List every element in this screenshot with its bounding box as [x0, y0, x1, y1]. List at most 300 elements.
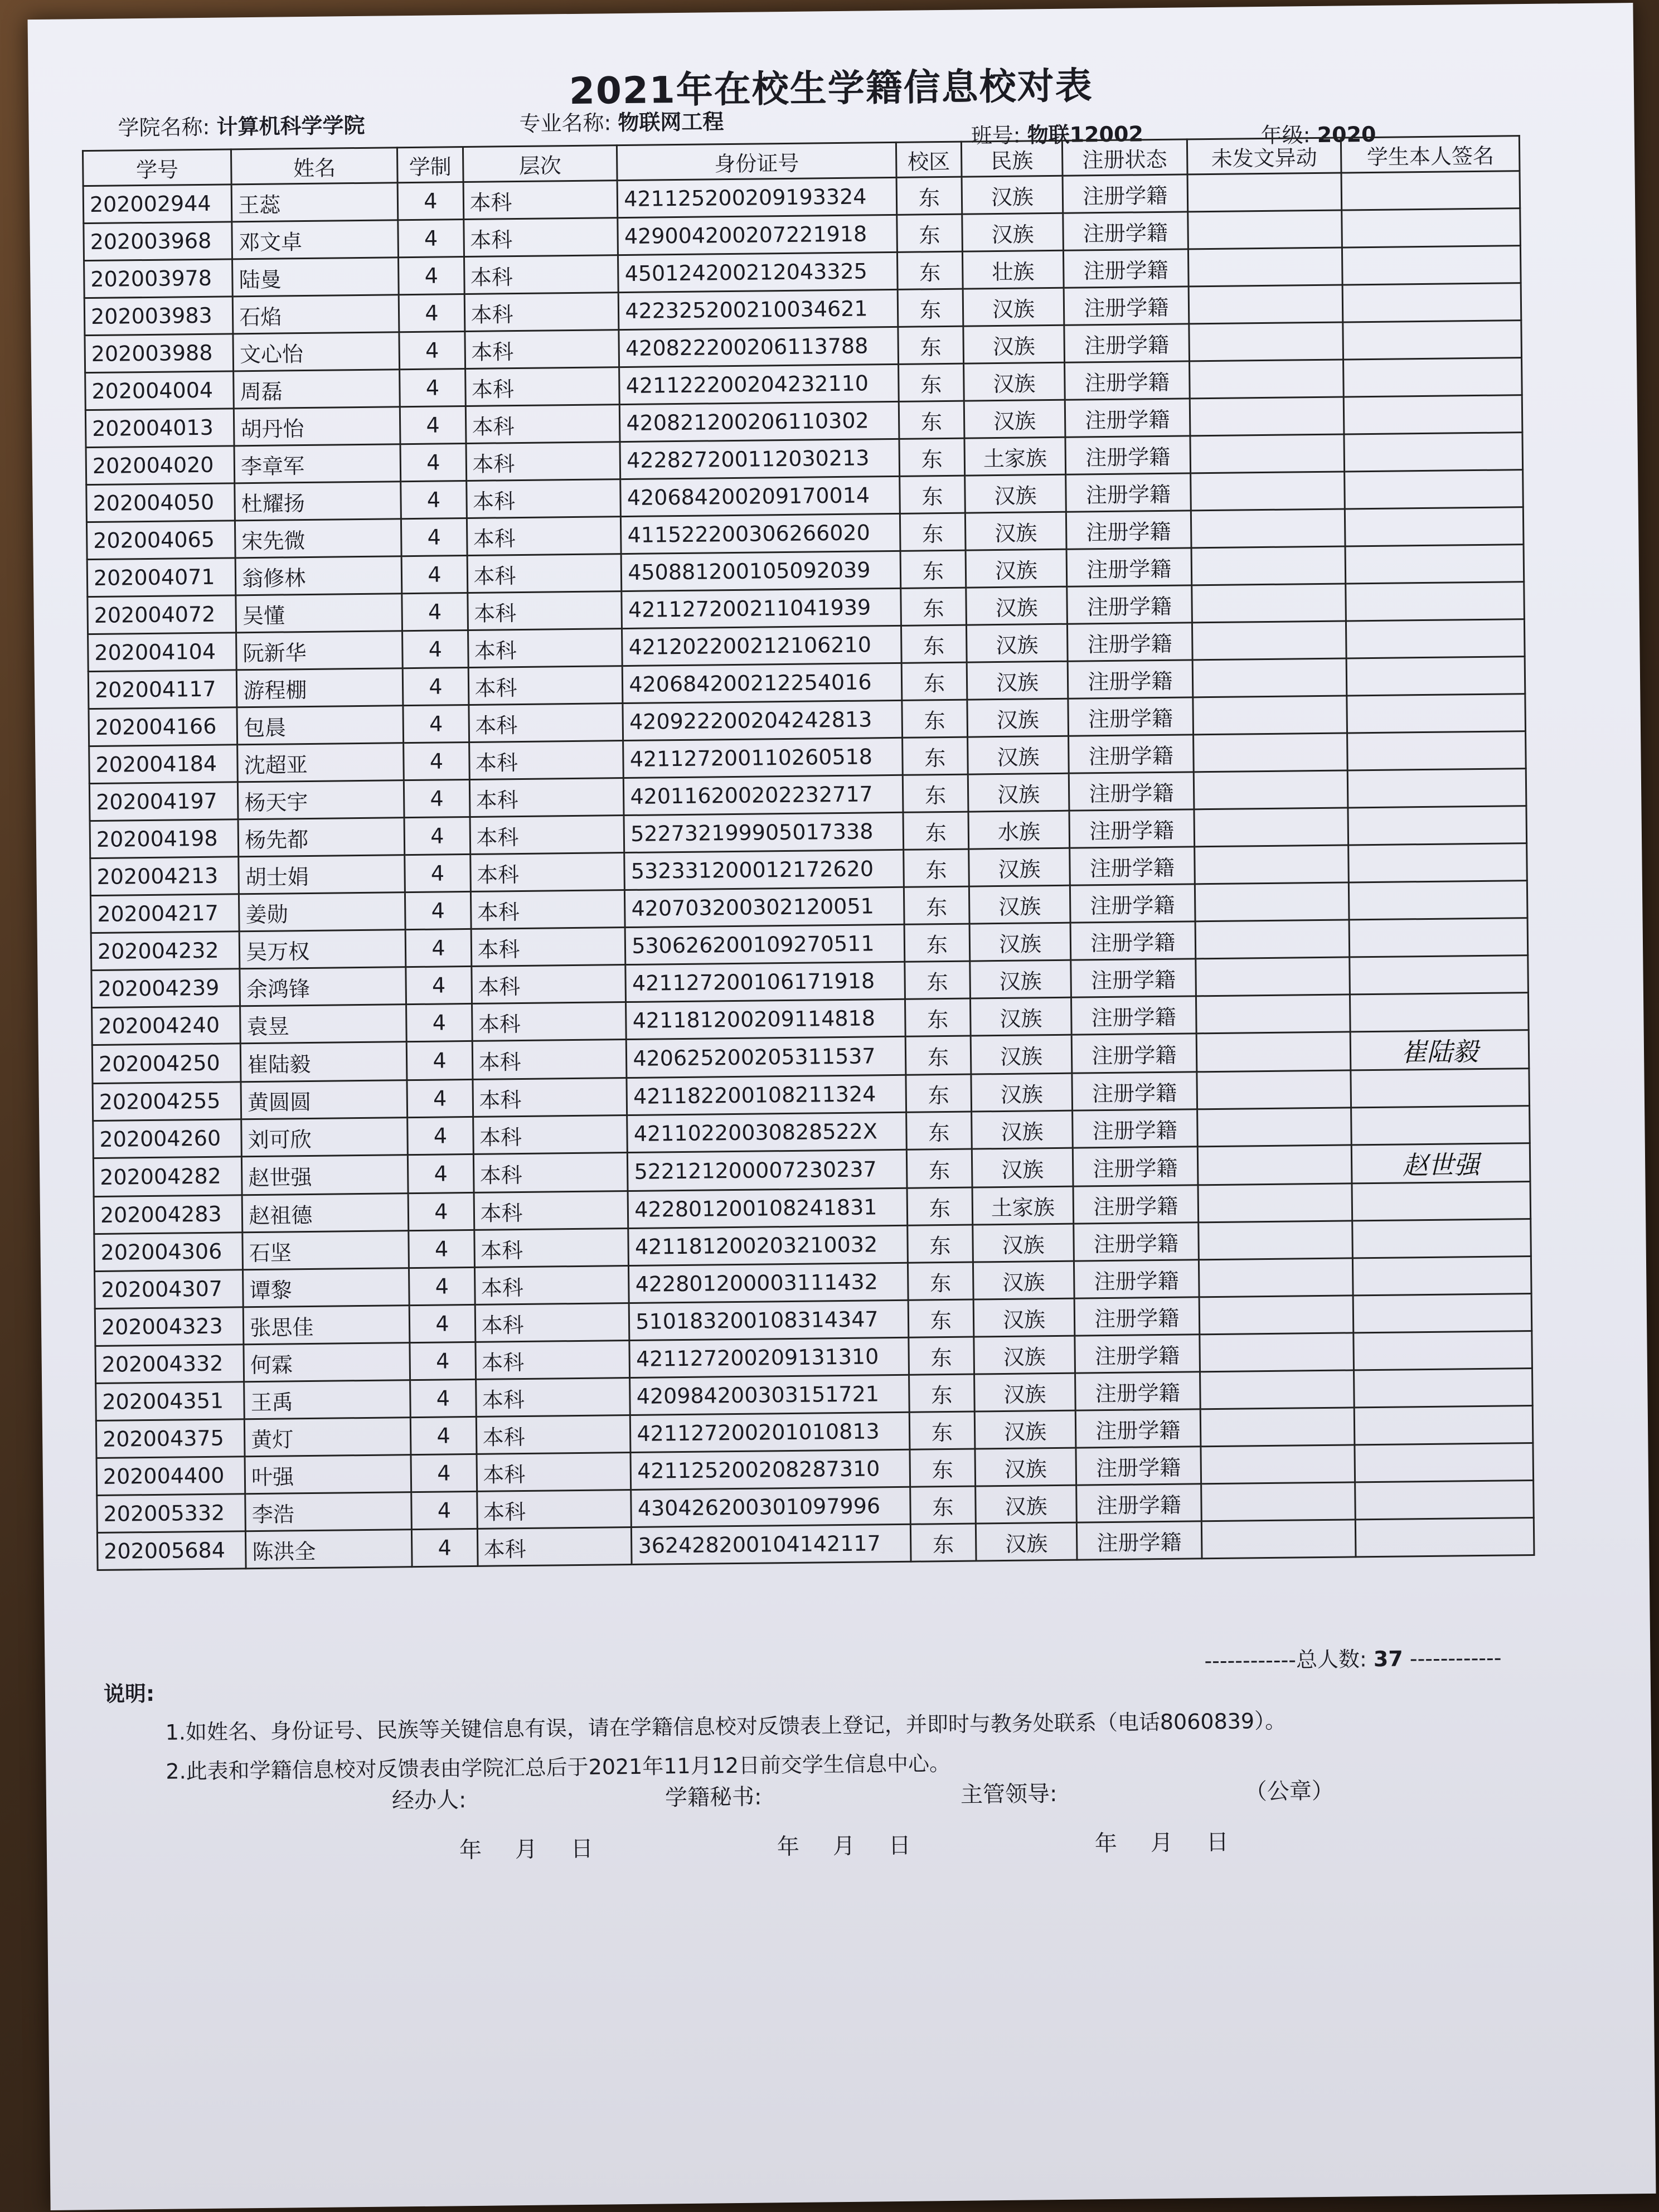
- ethnicity-cell: 汉族: [964, 400, 1065, 438]
- student-id-cell: 202004240: [92, 1006, 241, 1045]
- campus-cell: 东: [899, 438, 965, 476]
- id-number-cell: 522732199905017338: [624, 812, 903, 852]
- registration-status-cell: 注册学籍: [1074, 1297, 1199, 1336]
- ethnicity-cell: 土家族: [972, 1186, 1074, 1225]
- id-number-cell: 530626200109270511: [625, 924, 904, 964]
- pending-change-cell: [1199, 1333, 1354, 1372]
- registration-status-cell: 注册学籍: [1064, 324, 1189, 362]
- campus-cell: 东: [910, 1449, 976, 1487]
- degree-level-cell: 本科: [476, 1378, 630, 1417]
- program-length-cell: 4: [410, 1304, 476, 1342]
- degree-level-cell: 本科: [470, 853, 625, 892]
- program-length-cell: 4: [401, 481, 467, 518]
- id-number-cell: 421122200204232110: [619, 364, 899, 404]
- id-number-cell: 430426200301097996: [631, 1487, 910, 1527]
- student-name-cell: 宋先微: [235, 519, 402, 558]
- id-number-cell: 422801200108241831: [628, 1188, 907, 1228]
- student-signature-cell: [1345, 545, 1524, 584]
- program-length-cell: 4: [409, 1267, 475, 1305]
- campus-cell: 东: [901, 662, 967, 700]
- program-length-cell: 4: [403, 667, 469, 705]
- student-name-cell: 陆曼: [232, 258, 399, 297]
- program-length-cell: 4: [402, 593, 468, 630]
- campus-cell: 东: [908, 1225, 973, 1263]
- student-name-cell: 游程棚: [236, 668, 403, 707]
- program-length-cell: 4: [401, 518, 467, 556]
- pending-change-cell: [1190, 397, 1345, 436]
- pending-change-cell: [1195, 920, 1350, 959]
- program-length-cell: 4: [411, 1454, 477, 1492]
- handler-date: 年 月 日: [459, 1836, 599, 1864]
- id-number-cell: 420625200205311537: [627, 1036, 906, 1078]
- class-label: 班号:: [971, 123, 1021, 148]
- program-length-cell: 4: [397, 182, 463, 220]
- id-number-cell: 362428200104142117: [632, 1524, 911, 1564]
- student-id-cell: 202004166: [89, 707, 237, 746]
- major-value: 物联网工程: [618, 109, 724, 135]
- registration-status-cell: 注册学籍: [1076, 1484, 1201, 1522]
- degree-level-cell: 本科: [464, 293, 619, 332]
- student-id-cell: 202004250: [92, 1044, 241, 1084]
- total-trail: ------------: [1409, 1645, 1502, 1671]
- degree-level-cell: 本科: [470, 816, 625, 855]
- program-length-cell: 4: [407, 1079, 473, 1117]
- secretary-label: 学籍秘书:: [664, 1784, 762, 1811]
- degree-level-cell: 本科: [466, 479, 621, 518]
- ethnicity-cell: 汉族: [971, 1073, 1073, 1112]
- student-signature-cell: [1347, 694, 1525, 733]
- registration-status-cell: 注册学籍: [1065, 436, 1190, 474]
- ethnicity-cell: 汉族: [973, 1224, 1074, 1262]
- student-name-cell: 包晨: [237, 706, 404, 745]
- degree-level-cell: 本科: [468, 629, 623, 668]
- ethnicity-cell: 汉族: [965, 474, 1066, 513]
- program-length-cell: 4: [411, 1417, 477, 1454]
- pending-change-cell: [1191, 546, 1346, 585]
- table-body: [83, 171, 1534, 1570]
- student-name-cell: 文心怡: [233, 332, 400, 371]
- ethnicity-cell: 汉族: [974, 1336, 1075, 1374]
- ethnicity-cell: 汉族: [962, 176, 1063, 214]
- registration-status-cell: 注册学籍: [1065, 361, 1190, 400]
- degree-level-cell: 本科: [475, 1303, 630, 1342]
- student-signature-cell: [1352, 1219, 1531, 1258]
- student-signature-cell: 赵世强: [1352, 1143, 1530, 1183]
- program-length-cell: 4: [398, 220, 464, 258]
- program-length-cell: 4: [411, 1491, 477, 1529]
- student-signature-cell: [1343, 321, 1521, 360]
- student-name-cell: 黄圆圆: [241, 1080, 408, 1119]
- program-length-cell: 4: [404, 742, 469, 780]
- degree-level-cell: 本科: [473, 1153, 628, 1193]
- student-signature-cell: [1353, 1257, 1531, 1296]
- student-name-cell: 姜勋: [239, 892, 406, 932]
- column-header: 学号: [83, 149, 231, 186]
- campus-cell: 东: [908, 1299, 974, 1337]
- student-id-cell: 202004197: [89, 782, 238, 821]
- registration-status-cell: 注册学籍: [1070, 921, 1195, 960]
- student-signature-cell: [1356, 1518, 1534, 1557]
- student-id-cell: 202004332: [95, 1345, 244, 1384]
- program-length-cell: 4: [399, 257, 464, 295]
- pending-change-cell: [1195, 882, 1350, 921]
- campus-cell: 东: [906, 1074, 972, 1112]
- student-signature-cell: [1347, 731, 1526, 770]
- leader-date: 年 月 日: [1094, 1829, 1235, 1857]
- pending-change-cell: [1200, 1370, 1355, 1409]
- registration-status-cell: 注册学籍: [1075, 1372, 1200, 1410]
- student-name-cell: 张思佳: [243, 1306, 410, 1345]
- pending-change-cell: [1192, 658, 1347, 697]
- id-number-cell: 420684200212254016: [623, 663, 902, 703]
- registration-status-cell: 注册学籍: [1063, 249, 1188, 288]
- student-name-cell: 李浩: [245, 1492, 412, 1531]
- student-name-cell: 胡士娟: [239, 855, 405, 894]
- student-signature-cell: [1348, 843, 1527, 882]
- program-length-cell: 4: [405, 854, 470, 892]
- student-name-cell: 吴万权: [239, 930, 406, 969]
- pending-change-cell: [1192, 621, 1347, 660]
- student-id-cell: 202004375: [96, 1419, 245, 1458]
- student-signature-cell: [1343, 283, 1521, 322]
- degree-level-cell: 本科: [469, 778, 624, 817]
- registration-status-cell: 注册学籍: [1074, 1260, 1199, 1298]
- student-id-cell: 202004213: [90, 857, 239, 896]
- campus-cell: 东: [904, 924, 970, 962]
- program-length-cell: 4: [402, 630, 468, 668]
- campus-cell: 东: [904, 849, 969, 887]
- pending-change-cell: [1201, 1482, 1356, 1521]
- id-number-cell: 411522200306266020: [621, 513, 900, 554]
- student-name-cell: 吴懂: [236, 594, 402, 633]
- student-name-cell: 崔陆毅: [240, 1042, 407, 1082]
- student-signature-cell: [1344, 433, 1522, 472]
- degree-level-cell: 本科: [468, 666, 623, 705]
- campus-cell: 东: [900, 513, 966, 551]
- student-name-cell: 胡丹怡: [234, 407, 401, 446]
- registration-status-cell: 注册学籍: [1069, 772, 1194, 811]
- student-signature-cell: [1348, 769, 1526, 808]
- registration-status-cell: 注册学籍: [1068, 697, 1193, 736]
- program-length-cell: 4: [406, 929, 472, 967]
- student-name-cell: 袁昱: [240, 1005, 407, 1044]
- campus-cell: 东: [899, 401, 964, 439]
- student-id-cell: 202004306: [94, 1233, 243, 1272]
- registration-status-cell: 注册学籍: [1074, 1223, 1199, 1261]
- id-number-cell: 420703200302120051: [625, 887, 904, 927]
- student-id-cell: 202005332: [97, 1494, 246, 1533]
- pending-change-cell: [1198, 1221, 1353, 1260]
- degree-level-cell: 本科: [467, 517, 622, 556]
- id-number-cell: 421127200110260518: [623, 738, 903, 778]
- student-signature-cell: [1342, 246, 1521, 285]
- ethnicity-cell: 汉族: [962, 213, 1064, 251]
- student-signature-cell: [1347, 657, 1525, 696]
- student-id-cell: 202004198: [90, 819, 239, 858]
- id-number-cell: 421127200209131310: [629, 1337, 909, 1377]
- note-line-2: 2.此表和学籍信息校对反馈表由学院汇总后于2021年11月12日前交学生信息中心。: [166, 1751, 951, 1784]
- ethnicity-cell: 汉族: [974, 1373, 1076, 1411]
- student-name-cell: 阮新华: [236, 631, 403, 670]
- campus-cell: 东: [903, 774, 968, 812]
- registration-status-cell: 注册学籍: [1066, 473, 1191, 512]
- student-id-cell: 202004351: [96, 1382, 245, 1421]
- ethnicity-cell: 汉族: [970, 997, 1071, 1036]
- pending-change-cell: [1192, 696, 1347, 735]
- student-signature-cell: [1350, 993, 1529, 1032]
- student-name-cell: 何霖: [244, 1343, 410, 1382]
- student-signature-cell: [1342, 208, 1520, 248]
- ethnicity-cell: 汉族: [968, 736, 1069, 774]
- program-length-cell: 4: [405, 891, 471, 929]
- campus-cell: 东: [900, 550, 966, 588]
- pending-change-cell: [1201, 1445, 1356, 1484]
- degree-level-cell: 本科: [465, 405, 620, 444]
- student-signature-cell: [1348, 806, 1526, 845]
- total-value: 37: [1373, 1646, 1404, 1672]
- student-id-cell: 202004071: [87, 558, 236, 597]
- total-label: ------------总人数:: [1204, 1647, 1367, 1673]
- program-length-cell: 4: [410, 1342, 476, 1380]
- pending-change-cell: [1196, 1032, 1351, 1072]
- student-name-cell: 邓文卓: [232, 220, 399, 259]
- student-id-cell: 202004217: [90, 894, 239, 933]
- student-name-cell: 杨天宇: [238, 780, 405, 819]
- campus-cell: 东: [901, 588, 967, 625]
- id-number-cell: 422801200003111432: [629, 1263, 908, 1303]
- column-header: 民族: [961, 140, 1063, 177]
- id-number-cell: 420822200206113788: [619, 327, 898, 367]
- id-number-cell: 522121200007230237: [628, 1149, 907, 1191]
- ethnicity-cell: 汉族: [972, 1110, 1073, 1149]
- degree-level-cell: 本科: [472, 1040, 627, 1080]
- campus-cell: 东: [910, 1524, 976, 1561]
- student-signature-cell: [1344, 395, 1522, 434]
- degree-level-cell: 本科: [471, 928, 626, 967]
- campus-cell: 东: [898, 363, 964, 401]
- id-number-cell: 421125200208287310: [630, 1449, 910, 1490]
- campus-cell: 东: [897, 214, 963, 252]
- pending-change-cell: [1197, 1108, 1352, 1147]
- ethnicity-cell: 汉族: [975, 1448, 1076, 1486]
- roster-sheet: [28, 3, 1656, 2210]
- registration-status-cell: 注册学籍: [1063, 174, 1187, 213]
- id-number-cell: 421181200203210032: [628, 1225, 908, 1265]
- ethnicity-cell: 汉族: [967, 698, 1069, 737]
- campus-cell: 东: [903, 812, 969, 850]
- pending-change-cell: [1199, 1296, 1354, 1335]
- student-id-cell: 202004004: [85, 371, 234, 410]
- student-signature-cell: [1355, 1481, 1534, 1520]
- registration-status-cell: 注册学籍: [1073, 1147, 1197, 1186]
- campus-cell: 东: [898, 326, 964, 364]
- student-name-cell: 刘可欣: [241, 1118, 408, 1157]
- handler-label: 经办人:: [391, 1787, 467, 1814]
- program-length-cell: 4: [406, 966, 472, 1004]
- registration-status-cell: 注册学籍: [1076, 1447, 1201, 1485]
- student-signature-cell: [1349, 881, 1527, 920]
- column-header: 未发文异动: [1187, 138, 1342, 174]
- degree-level-cell: 本科: [470, 890, 625, 929]
- campus-cell: 东: [909, 1411, 975, 1449]
- pending-change-cell: [1191, 509, 1346, 548]
- student-id-cell: 202004283: [94, 1195, 242, 1234]
- student-name-cell: 沈超亚: [237, 743, 404, 782]
- student-signature-cell: [1343, 358, 1522, 397]
- student-id-cell: 202004050: [86, 483, 235, 522]
- degree-level-cell: 本科: [469, 741, 624, 780]
- program-length-cell: 4: [408, 1154, 474, 1193]
- student-signature-cell: [1345, 470, 1523, 509]
- class-value: 物联12002: [1027, 122, 1144, 148]
- degree-level-cell: 本科: [474, 1266, 629, 1305]
- registration-status-cell: 注册学籍: [1075, 1409, 1200, 1448]
- ethnicity-cell: 汉族: [967, 661, 1068, 700]
- campus-cell: 东: [896, 177, 962, 215]
- student-name-cell: 杜耀扬: [235, 482, 401, 521]
- program-length-cell: 4: [412, 1529, 478, 1566]
- registration-status-cell: 注册学籍: [1070, 847, 1195, 885]
- id-number-cell: 420821200206110302: [620, 401, 899, 442]
- campus-cell: 东: [909, 1337, 974, 1375]
- student-name-cell: 余鸿锋: [240, 967, 406, 1006]
- student-signature-cell: [1349, 918, 1527, 957]
- degree-level-cell: 本科: [467, 554, 622, 593]
- seal-label: （公章）: [1244, 1778, 1335, 1805]
- column-header: 校区: [896, 142, 962, 177]
- student-name-cell: 翁修林: [235, 556, 402, 595]
- campus-cell: 东: [906, 1112, 972, 1149]
- student-signature-cell: [1355, 1443, 1533, 1482]
- student-signature-cell: [1341, 171, 1520, 210]
- column-header: 身份证号: [617, 142, 896, 180]
- student-id-cell: 202004184: [89, 745, 238, 784]
- student-name-cell: 李章军: [234, 444, 401, 483]
- pending-change-cell: [1187, 173, 1342, 212]
- pending-change-cell: [1196, 995, 1351, 1034]
- student-signature-cell: 崔陆毅: [1351, 1030, 1529, 1070]
- grade-label: 年级:: [1260, 123, 1311, 148]
- student-id-cell: 202002944: [83, 185, 232, 224]
- college-label: 学院名称:: [118, 114, 210, 140]
- id-number-cell: 421127200106171918: [625, 962, 905, 1002]
- ethnicity-cell: 汉族: [963, 325, 1065, 363]
- student-id-cell: 202004239: [91, 969, 240, 1008]
- campus-cell: 东: [907, 1187, 973, 1225]
- note-line-1: 1.如姓名、身份证号、民族等关键信息有误，请在学籍信息校对反馈表上登记，并即时与教务处联系（电话8060839）。: [165, 1708, 1287, 1745]
- id-number-cell: 421127200211041939: [622, 588, 901, 628]
- pending-change-cell: [1196, 1070, 1351, 1109]
- ethnicity-cell: 汉族: [969, 848, 1070, 886]
- column-header: 学生本人签名: [1341, 136, 1520, 173]
- degree-level-cell: 本科: [477, 1490, 632, 1529]
- pending-change-cell: [1191, 584, 1346, 623]
- campus-cell: 东: [901, 625, 967, 663]
- pending-change-cell: [1199, 1258, 1354, 1297]
- student-id-cell: 202005684: [97, 1531, 246, 1570]
- student-id-cell: 202004013: [85, 409, 234, 448]
- program-length-cell: 4: [403, 705, 469, 743]
- degree-level-cell: 本科: [468, 704, 623, 743]
- id-number-cell: 421181200209114818: [626, 999, 905, 1039]
- student-signature-cell: [1354, 1331, 1532, 1370]
- ethnicity-cell: 汉族: [963, 288, 1064, 326]
- registration-status-cell: 注册学籍: [1067, 585, 1192, 624]
- id-number-cell: 532331200012172620: [624, 850, 904, 890]
- campus-cell: 东: [902, 737, 968, 775]
- degree-level-cell: 本科: [472, 1002, 627, 1041]
- registration-status-cell: 注册学籍: [1066, 511, 1191, 549]
- notes-section: [104, 1659, 1610, 1792]
- ethnicity-cell: 汉族: [972, 1148, 1073, 1187]
- student-name-cell: 杨先都: [238, 818, 405, 857]
- program-length-cell: 4: [406, 1003, 472, 1041]
- student-signature-cell: [1351, 1069, 1529, 1108]
- campus-cell: 东: [908, 1262, 973, 1300]
- id-number-cell: 450124200212043325: [618, 252, 898, 292]
- ethnicity-cell: 汉族: [973, 1298, 1075, 1337]
- registration-status-cell: 注册学籍: [1072, 1072, 1197, 1110]
- ethnicity-cell: 土家族: [964, 437, 1066, 476]
- campus-cell: 东: [905, 1036, 971, 1075]
- registration-status-cell: 注册学籍: [1071, 959, 1196, 997]
- degree-level-cell: 本科: [467, 591, 622, 630]
- registration-status-cell: 注册学籍: [1065, 399, 1190, 437]
- id-number-cell: 422325200210034621: [619, 289, 898, 329]
- degree-level-cell: 本科: [474, 1229, 629, 1268]
- student-id-cell: 202004255: [93, 1082, 241, 1121]
- pending-change-cell: [1189, 285, 1343, 324]
- column-header: 层次: [463, 145, 618, 182]
- student-id-cell: 202004307: [95, 1270, 244, 1309]
- program-length-cell: 4: [399, 294, 465, 332]
- student-signature-cell: [1346, 619, 1525, 658]
- program-length-cell: 4: [409, 1230, 474, 1268]
- registration-status-cell: 注册学籍: [1070, 884, 1195, 923]
- pending-change-cell: [1188, 248, 1343, 287]
- pending-change-cell: [1194, 770, 1348, 809]
- id-number-cell: 420922200204242813: [623, 700, 902, 740]
- campus-cell: 东: [898, 289, 963, 327]
- student-signature-cell: [1351, 1106, 1530, 1145]
- degree-level-cell: 本科: [477, 1527, 632, 1566]
- campus-cell: 东: [904, 886, 969, 924]
- column-header: 注册状态: [1062, 139, 1187, 176]
- degree-level-cell: 本科: [476, 1452, 631, 1491]
- student-name-cell: 叶强: [245, 1455, 411, 1494]
- campus-cell: 东: [905, 961, 971, 999]
- student-name-cell: 王蕊: [231, 183, 398, 222]
- student-id-cell: 202004400: [96, 1457, 245, 1496]
- campus-cell: 东: [905, 998, 971, 1036]
- degree-level-cell: 本科: [476, 1415, 631, 1454]
- id-number-cell: 42110220030828522X: [627, 1112, 906, 1152]
- campus-cell: 东: [897, 251, 963, 289]
- id-number-cell: 421127200201010813: [630, 1412, 910, 1452]
- student-signature-cell: [1345, 507, 1524, 546]
- id-number-cell: 510183200108314347: [629, 1300, 909, 1340]
- college-field: [118, 108, 365, 142]
- degree-level-cell: 本科: [471, 965, 626, 1004]
- pending-change-cell: [1194, 808, 1349, 847]
- pending-change-cell: [1198, 1183, 1353, 1223]
- pending-change-cell: [1197, 1145, 1352, 1185]
- student-signature-cell: [1346, 582, 1524, 621]
- major-label: 专业名称:: [519, 110, 612, 136]
- leader-label: 主管领导:: [960, 1781, 1058, 1808]
- student-id-cell: 202004323: [95, 1307, 244, 1346]
- ethnicity-cell: 汉族: [976, 1522, 1077, 1561]
